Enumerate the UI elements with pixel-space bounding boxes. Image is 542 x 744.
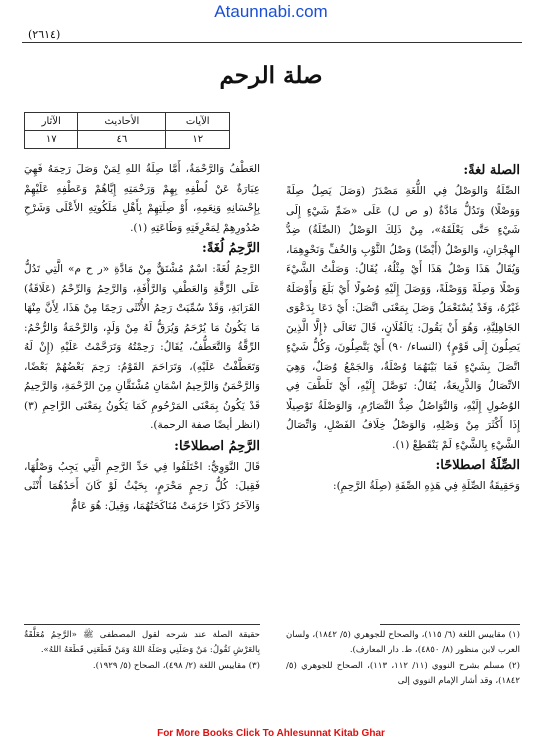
heading-silah-lughatan: الصلة لغةً:	[463, 163, 520, 178]
left-column	[24, 160, 260, 516]
stats-header-verses: الآيات	[166, 113, 230, 131]
footnotes-left	[24, 628, 260, 676]
stats-value-row	[25, 131, 230, 149]
page-title: صلة الرحم	[219, 62, 323, 89]
paragraph-rahim-istilahan: قَالَ النَّوَوِيُّ: اخْتَلَفُوا فِي حَدِّ الرَّحِمِ الَّتِي يَجِبُ وَصْلُهَا، فَقِيلَ: كُلُّ رَحِمٍ مَحْرَمٍ، بِحَيْثُ لَوْ كَانَ أَحَدُهُمَا أُنْثَى وَالآخَرُ ذَكَرًا حَرُمَتْ مُنَاكَحَتُهُمَا، وَقِيلَ: هُوَ عَامٌّ	[24, 460, 260, 512]
stats-value-verses: ١٢	[166, 131, 230, 149]
heading-rahim-istilahan: الرَّحِمُ اصطلاحًا:	[174, 438, 260, 454]
heading-silah-istilahan: الصِّلَةُ اصطلاحًا:	[435, 458, 520, 473]
stats-value-athar: ١٧	[25, 131, 78, 149]
site-url[interactable]: Ataunnabi.com	[214, 2, 328, 21]
stats-table	[24, 112, 230, 149]
paragraph-silah-lughatan: الصِّلَةُ وَالوَصْلُ فِي اللُّغَةِ مَصْدَرُ (وَصَلَ يَصِلُ صِلَةً وَوَصْلًا) وَتَدُلُّ مَادَّةُ (و ص ل) عَلَى «ضَمِّ شَيْءٍ إِلَى شَيْءٍ حَتَّى يَعْلَقَهُ»، مِنْ ذَلِكَ الوَصْلُ (الصِّلَةُ) ضِدُّ الهِجْرَانِ، وَالوَصْلُ (أَيْضًا) وَصْلُ الثَّوْبِ وَالخُفِّ وَنَحْوِهِمَا، وَيُقَالُ هَذَا وَصْلُ هَذَا أَيْ مِثْلُهُ، يُقَالُ: وَصَلْتُ الشَّيْءَ وَصْلًا وَصِلَةً وَوَصْلَةً، وَوَصَلَ إِلَيْهِ وُصُولًا أَيْ بَلَغَ وَأَوْصَلَهُ غَيْرُهُ، وَقَدْ يُسْتَعْمَلُ وَصَلَ بِمَعْنَى اتَّصَلَ: أَيْ دَعَا بِدَعْوَى الجَاهِلِيَّةِ، وَهُوَ أَنْ يَقُولَ: يَالَفُلَانٍ، قَالَ تَعَالَى ﴿إِلَّا الَّذِينَ يَصِلُونَ إِلَى قَوْمٍ﴾ (النساء/ ٩٠) أَيْ يَتَّصِلُونَ، وَكُلُّ شَيْءٍ اتَّصَلَ بِشَيْءٍ فَمَا بَيْنَهُمَا وُصْلَةٌ، وَالجَمْعُ وُصَلٌ، وَهِيَ الاتِّصَالُ وَالذَّرِيعَةُ، يُقَالُ: تَوَصَّلَ إِلَيْهِ، أَيْ تَلَطَّفَ فِي الوُصُولِ إِلَيْهِ، وَالتَّوَاصُلُ ضِدُّ التَّصَارُمِ، وَالوَصْلَةُ تَوْصِيلًا إِذَا أَكْثَرَ مِنْ وَصْلِهِ، وَالوَصْلُ خِلَافُ الفَصْلِ، وَاتِّصَالُ الشَّيْءِ بِالشَّيْءِ لَمْ يَنْقَطِعْ (١).	[286, 185, 520, 451]
paragraph-continuation: العَطْفُ وَالرَّحْمَةُ، أَمَّا صِلَةُ اللهِ لِمَنْ وَصَلَ رَحِمَهُ فَهِيَ عِبَارَةٌ عَنْ لُطْفِهِ بِهِمْ وَرَحْمَتِهِ إِيَّاهُمْ وَعَطْفِهِ عَلَيْهِمْ بِإِحْسَانِهِ وَنِعَمِهِ، أَوْ صِلَتِهِمْ بِأَهْلِ مَلَكُوتِهِ الأَعْلَى وَشَرْحِ صُدُورِهِمْ لِمَعْرِفَتِهِ وَطَاعَتِهِ (١).	[24, 163, 260, 234]
paragraph-rahim-lughatan: الرَّحِمُ لُغَةً: اسْمٌ مُشْتَقٌّ مِنْ مَادَّةِ «ر ح م» الَّتِي تَدُلُّ عَلَى الرِّقَّةِ وَالعَطْفِ وَالرَّأْفَةِ، وَالرَّحِمُ وَالرِّحْمُ (عَلَاقَةُ) القَرَابَةِ، وَقَدْ سُمِّيَتْ رَحِمُ الأُنْثَى رَحِمًا مِنْ هَذَا، لِأَنَّ مِنْهَا مَا يَكُونُ مَا يُرْحَمُ وَيُرَقُّ لَهُ مِنْ وَلَدٍ، وَالرَّحْمَةُ وَالرُّحْمُ: الرِّقَّةُ وَالتَّعَطُّفُ، يُقَالُ: رَحِمْتُهُ وَتَرَحَّمْتُ عَلَيْهِ (إِنْ لَهُ وَتَعَطَّفْتُ عَلَيْهِ)، وَتَرَاحَمَ القَوْمُ: رَحِمَ بَعْضُهُمْ بَعْضًا، وَالرَّحْمَنُ وَالرَّحِيمُ اسْمَانِ مُشْتَقَّانِ مِنَ الرَّحْمَةِ، وَالرَّحِيمُ قَدْ يَكُونُ بِمَعْنَى المَرْحُومِ كَمَا يَكُونُ بِمَعْنَى الرَّاحِمِ (٣) (انظر أيضًا صفة الرحمة).	[24, 263, 260, 431]
footnote-2: (٢) مسلم بشرح النووي (١١/ ١١٢، ١١٣)، الصحاح للجوهري (٥/ ١٨٤٢)، وقد أشار الإمام النووي إلى	[286, 661, 521, 686]
top-rule	[22, 42, 522, 43]
stats-header-row	[25, 113, 230, 131]
page-number: (٢٦١٤)	[28, 28, 61, 41]
footnote-2-continued: حقيقة الصلة عند شرحه لقول المصطفى ﷺ «الرَّحِمُ مُعَلَّقَةٌ بِالعَرْشِ تَقُولُ: مَنْ وَصَلَنِي وَصَلَهُ اللهُ وَمَنْ قَطَعَنِي قَطَعَهُ اللهُ».	[24, 630, 260, 655]
stats-header-hadiths: الأحاديث	[78, 113, 166, 131]
footnote-rule-right	[380, 624, 520, 625]
stats-value-hadiths: ٤٦	[78, 131, 166, 149]
footnote-rule-left	[24, 624, 260, 625]
paragraph-silah-istilahan: وَحَقِيقَةُ الصِّلَةِ فِي هَذِهِ الصِّفَةِ (صِلَةُ الرَّحِمِ):	[333, 480, 520, 492]
stats-header-athar: الآثار	[25, 113, 78, 131]
footnote-1: (١) مقاييس اللغة (٦/ ١١٥)، والصحاح للجوهري (٥/ ١٨٤٢)، ولسان العرب لابن منظور (٨/ ٤٨٥٠)، ط. دار المعارف).	[286, 630, 520, 655]
heading-rahim-lughatan: الرَّحِمُ لُغَةً:	[202, 241, 260, 256]
footnotes-right	[286, 628, 520, 690]
footer-link[interactable]: For More Books Click To Ahlesunnat Kitab Ghar	[157, 728, 385, 739]
footnote-3: (٣) مقاييس اللغة (٢/ ٤٩٨)، الصحاح (٥/ ١٩٢٩).	[92, 661, 260, 671]
right-column	[286, 160, 520, 497]
